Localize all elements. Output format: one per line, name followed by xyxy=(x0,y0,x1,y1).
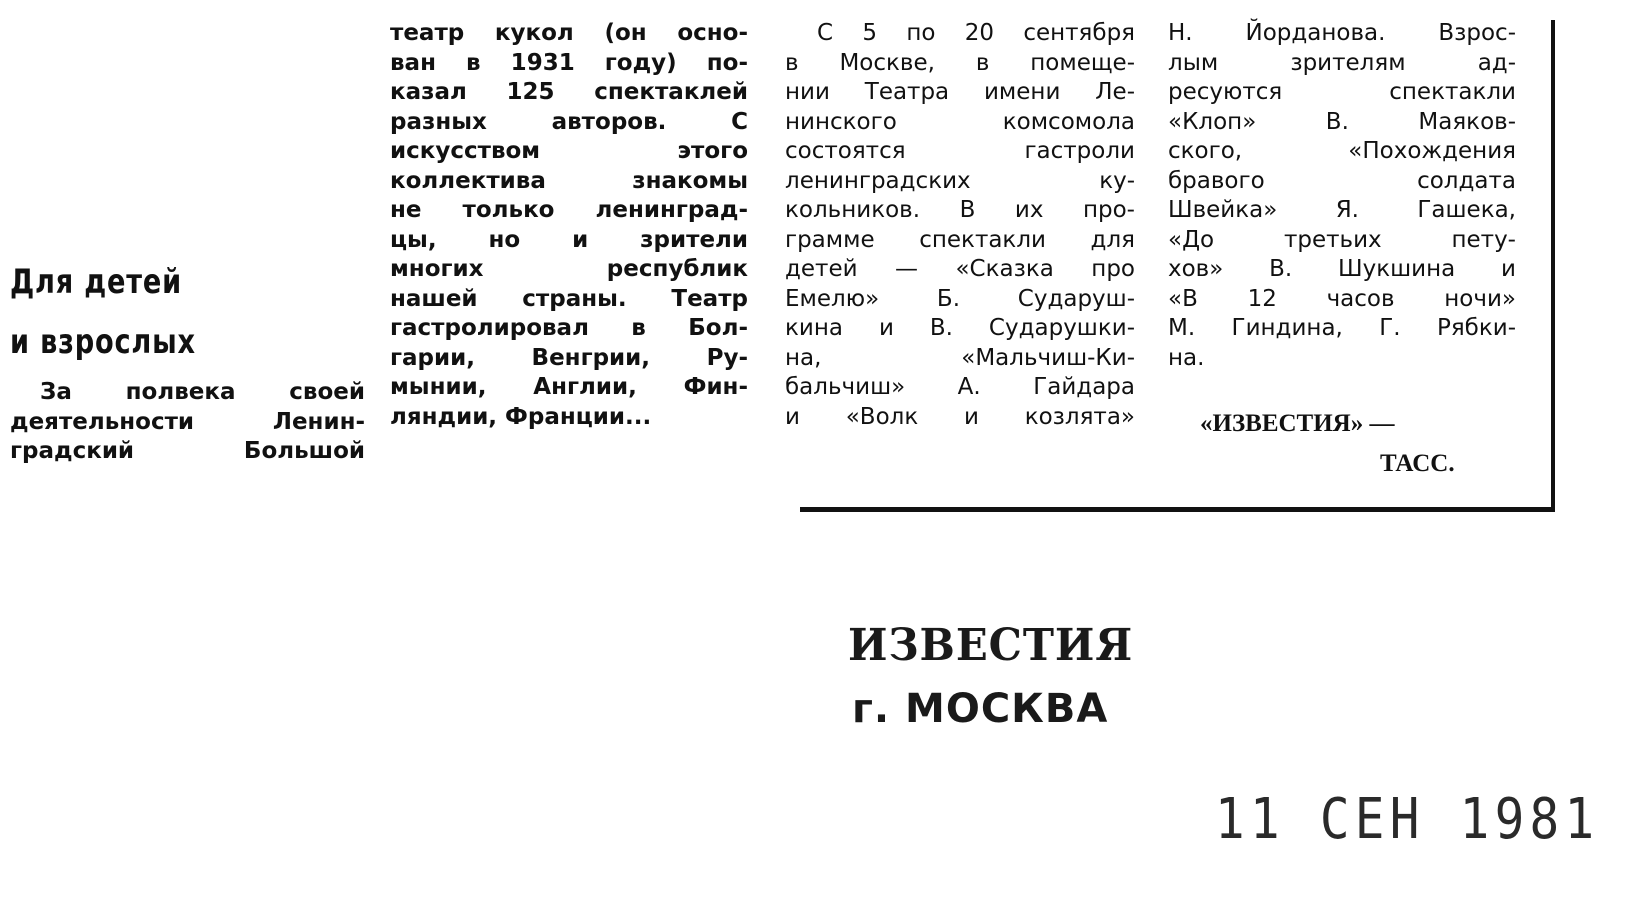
text-line: «В 12 часов ночи» xyxy=(1168,285,1516,312)
text-line: гастролировал в Бол- xyxy=(390,315,748,341)
text-line: ляндии, Франции... xyxy=(390,403,652,430)
text-line: ван в 1931 году) по- xyxy=(390,49,748,76)
signature-line-1: «ИЗВЕСТИЯ» — xyxy=(1200,410,1395,437)
text-line: в Москве, в помеще- xyxy=(785,49,1135,76)
text-line: ского, «Похождения xyxy=(1168,138,1516,164)
text-line: многих республик xyxy=(390,256,748,282)
text-line: ресуются спектакли xyxy=(1168,79,1516,105)
headline-line-2: и взрослых xyxy=(10,322,196,362)
text-line: коллектива знакомы xyxy=(390,167,748,194)
stamp-date: 11 СЕН 1981 xyxy=(1215,787,1600,852)
text-line: Н. Йорданова. Взрос- xyxy=(1168,20,1516,46)
text-line: ленинградских ку- xyxy=(785,167,1135,194)
text-line: театр кукол (он осно- xyxy=(390,20,748,46)
text-line: мынии, Англии, Фин- xyxy=(390,374,748,400)
article-column-1 xyxy=(10,378,365,467)
text-line: За полвека своей xyxy=(40,379,365,405)
text-line: цы, но и зрители xyxy=(390,226,748,253)
text-line: бальчиш» А. Гайдара xyxy=(785,374,1135,400)
stamp-city: г. МОСКВА xyxy=(852,686,1109,732)
text-line: хов» В. Шукшина и xyxy=(1168,256,1516,282)
text-line: на, «Мальчиш-Ки- xyxy=(785,344,1135,371)
text-line: не только ленинград- xyxy=(390,197,748,223)
stamp-publication: ИЗВЕСТИЯ xyxy=(848,620,1134,671)
text-line: кольников. В их про- xyxy=(785,197,1135,223)
text-line: деятельности Ленин- xyxy=(10,408,365,435)
text-line: казал 125 спектаклей xyxy=(390,79,748,105)
text-line: бравого солдата xyxy=(1168,167,1516,194)
text-line: «До третьих пету- xyxy=(1168,226,1516,253)
article-column-3 xyxy=(785,19,1135,432)
text-line: грамме спектакли для xyxy=(785,226,1135,253)
text-line: Емелю» Б. Сударуш- xyxy=(785,285,1135,312)
text-line: «Клоп» В. Маяков- xyxy=(1168,108,1516,135)
text-line: градский Большой xyxy=(10,438,365,464)
text-line: С 5 по 20 сентября xyxy=(817,20,1135,46)
text-line: искусством этого xyxy=(390,138,748,164)
column-border-bottom xyxy=(800,507,1555,512)
text-line: нии Театра имени Ле- xyxy=(785,79,1135,105)
text-line: лым зрителям ад- xyxy=(1168,49,1516,76)
text-line: и «Волк и козлята» xyxy=(785,403,1135,430)
article-column-2 xyxy=(390,19,748,432)
text-line: гарии, Венгрии, Ру- xyxy=(390,344,748,371)
text-line: детей — «Сказка про xyxy=(785,256,1135,282)
column-border-right xyxy=(1551,20,1555,510)
text-line: на. xyxy=(1168,344,1205,371)
text-line: кина и В. Сударушки- xyxy=(785,315,1135,341)
article-column-4 xyxy=(1168,19,1516,373)
signature-line-2: ТАСС. xyxy=(1380,450,1455,477)
text-line: Швейка» Я. Гашека, xyxy=(1168,197,1516,223)
text-line: нашей страны. Театр xyxy=(390,285,748,312)
text-line: М. Гиндина, Г. Рябки- xyxy=(1168,315,1516,341)
headline-line-1: Для детей xyxy=(10,262,182,302)
text-line: разных авторов. С xyxy=(390,108,748,135)
text-line: нинского комсомола xyxy=(785,108,1135,135)
text-line: состоятся гастроли xyxy=(785,138,1135,164)
